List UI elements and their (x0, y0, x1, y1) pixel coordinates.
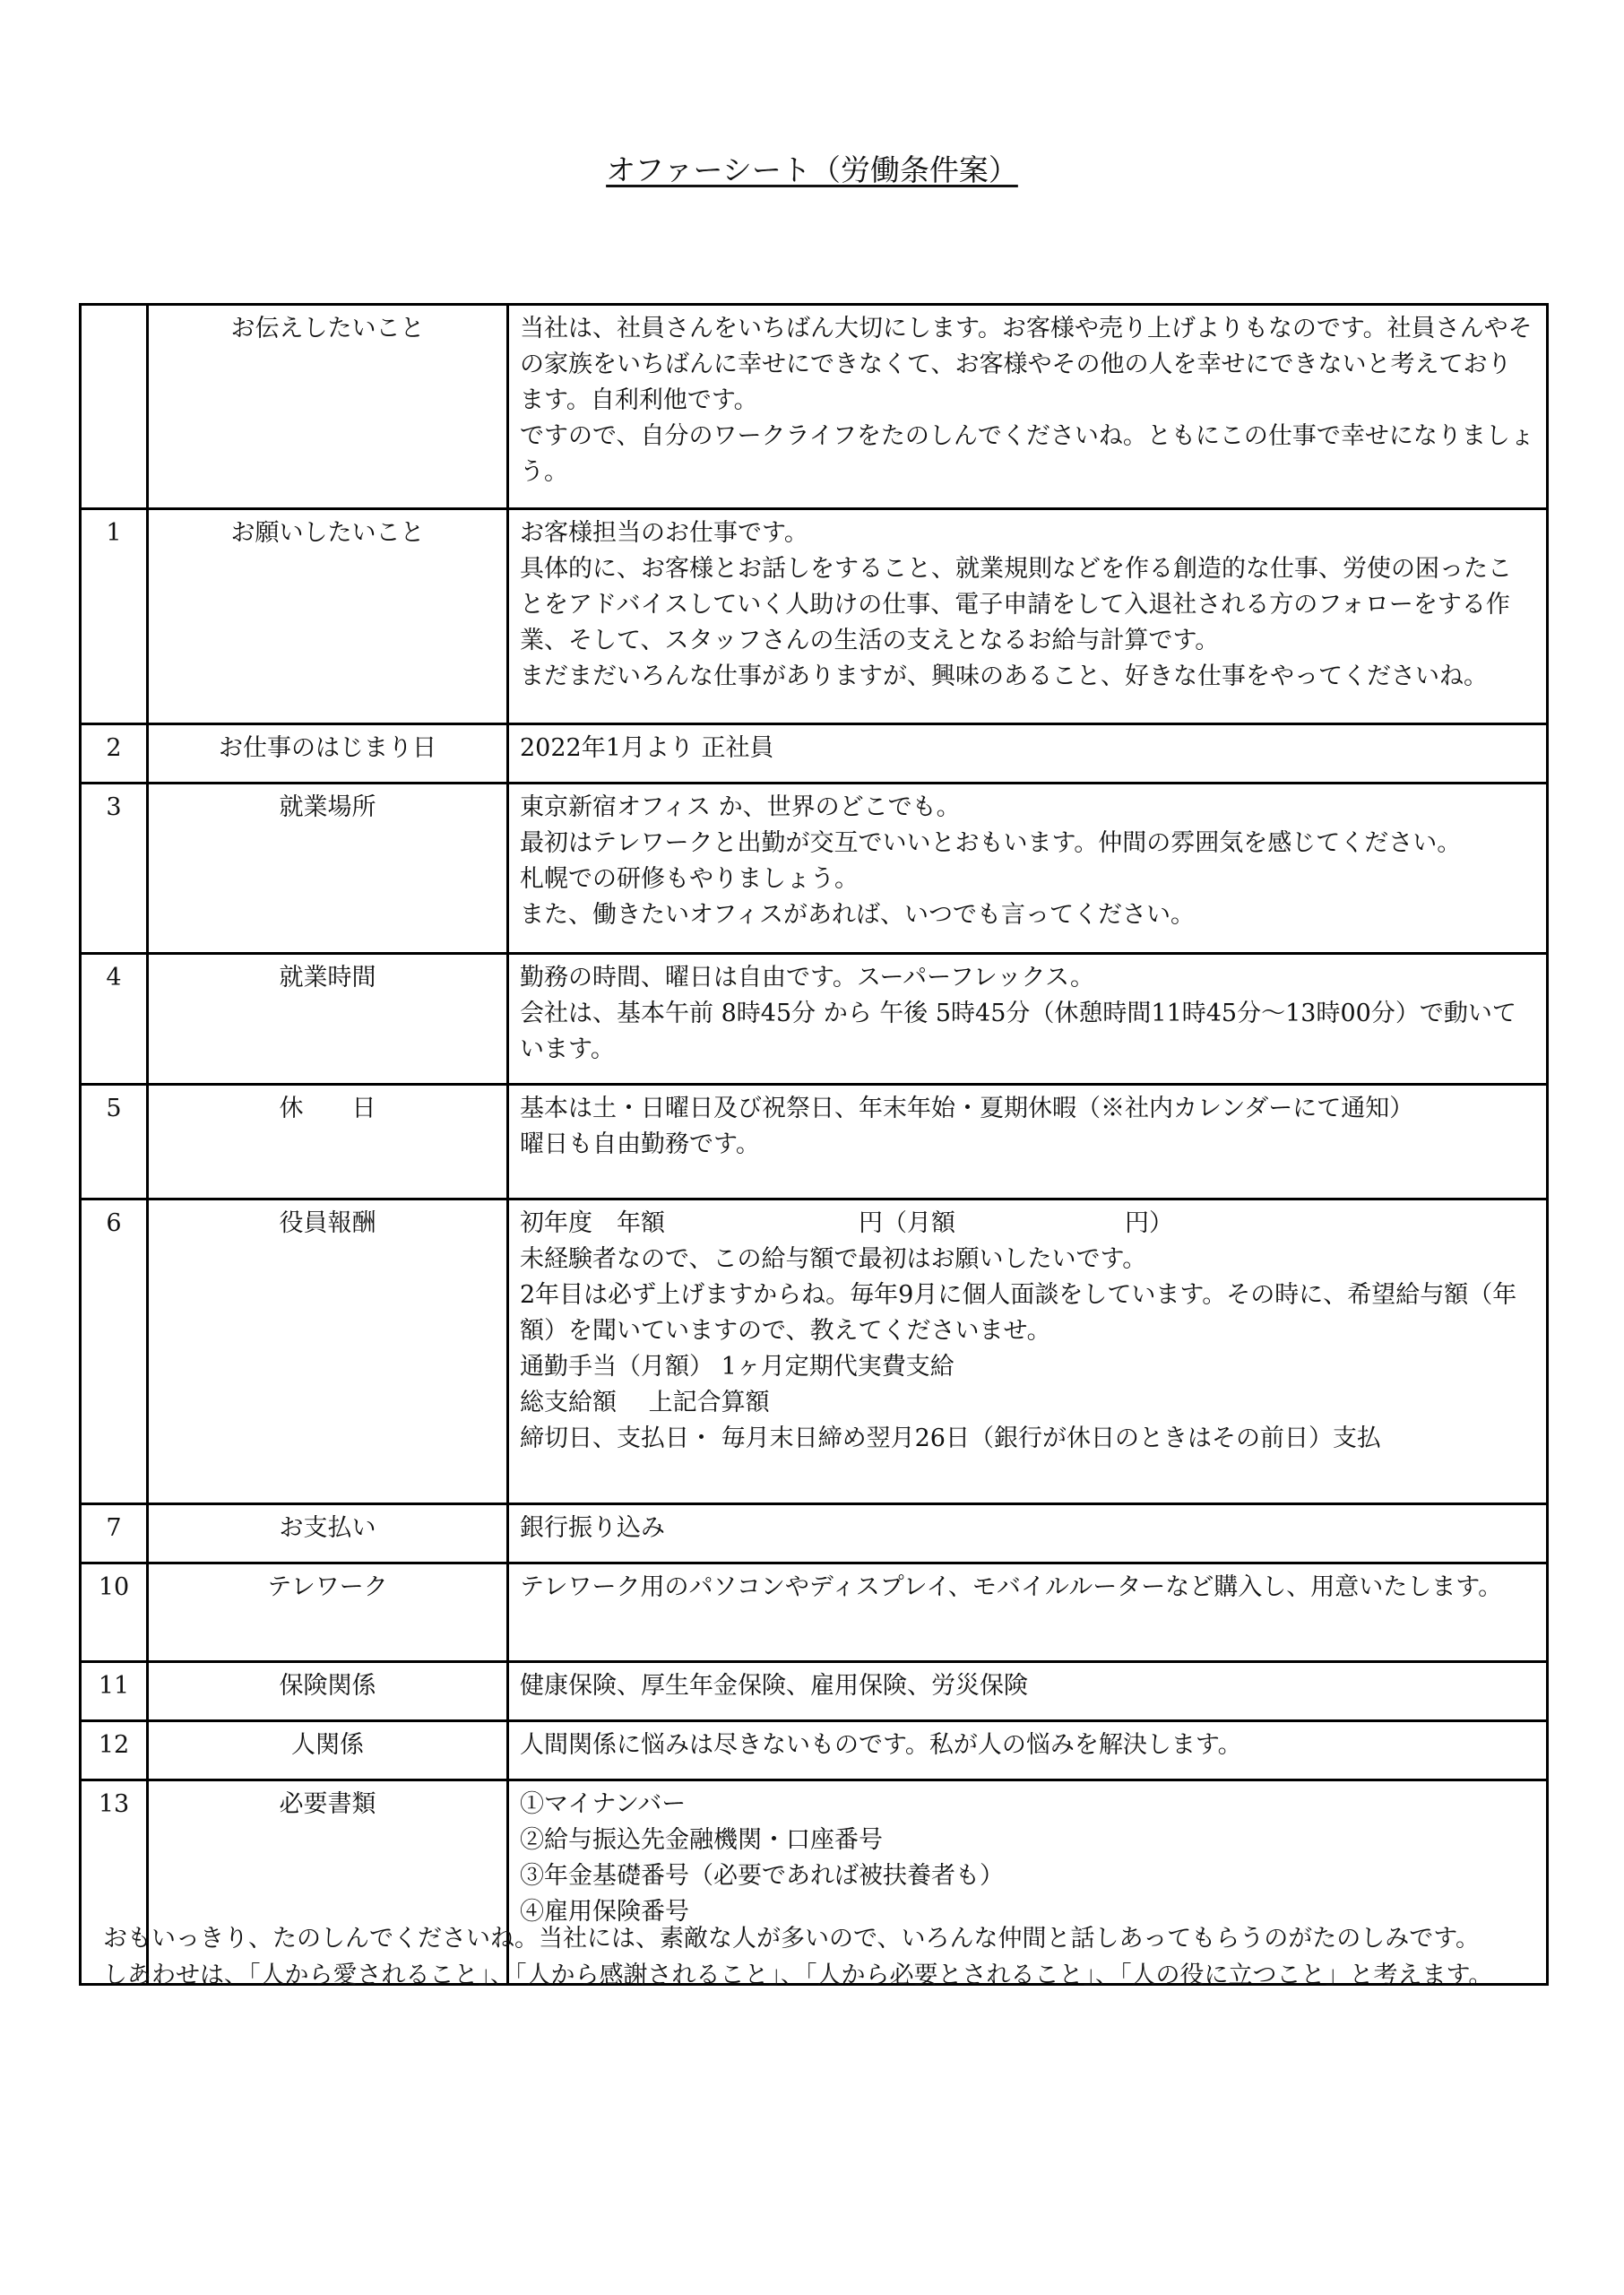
row-number (81, 305, 148, 509)
row-content (508, 1504, 1548, 1563)
content-line: 当社は、社員さんをいちばん大切にします。お客様や売り上げよりもなのです。社員さんやその家族をいちばんに幸せにできなくて、お客様やその他の人を幸せにできないと考えております。自利利他です。 (520, 315, 1533, 414)
content-line: 健康保険、厚生年金保険、雇用保険、労災保険 (520, 1672, 1028, 1700)
document-title (0, 151, 1624, 190)
row-heading: お伝えしたいこと (148, 305, 508, 509)
row-content (508, 509, 1548, 724)
row-heading: 保険関係 (148, 1662, 508, 1721)
row-heading: 人関係 (148, 1721, 508, 1780)
row-heading: 就業場所 (148, 784, 508, 954)
content-line: 具体的に、お客様とお話しをすること、就業規則などを作る創造的な仕事、労使の困ったことをアドバイスしていく人助けの仕事、電子申請をして入退社される方のフォローをする作業、そして、スタッフさんの生活の支えとなるお給与計算です。 (520, 555, 1512, 654)
row-heading: お仕事のはじまり日 (148, 724, 508, 784)
content-line: ①マイナンバー (520, 1790, 687, 1818)
row-number: 12 (81, 1721, 148, 1780)
row-content (508, 1085, 1548, 1199)
table-row (81, 1085, 1548, 1199)
closing-paragraph: しあわせは、「人から愛されること」、「人から感謝されること」、「人から必要とされること」、「人の役に立つこと」と考えます。 (103, 1962, 1493, 1989)
row-content (508, 1563, 1548, 1662)
table-row (81, 1504, 1548, 1563)
content-line: 人間関係に悩みは尽きないものです。私が人の悩みを解決します。 (520, 1731, 1242, 1759)
content-line: 締切日、支払日・ 毎月末日締め翌月26日（銀行が休日のときはその前日）支払 (520, 1425, 1381, 1452)
content-line: テレワーク用のパソコンやディスプレイ、モバイルルーターなど購入し、用意いたします。 (520, 1573, 1503, 1601)
content-line: 勤務の時間、曜日は自由です。スーパーフレックス。 (520, 964, 1094, 992)
content-line: 銀行振り込み (520, 1514, 665, 1542)
content-line: ですので、自分のワークライフをたのしんでくださいね。ともにこの仕事で幸せになりましょう。 (520, 422, 1534, 486)
conditions-table (79, 303, 1549, 1986)
content-line: 最初はテレワークと出勤が交互でいいとおもいます。仲間の雰囲気を感じてください。 (520, 829, 1462, 857)
row-content (508, 954, 1548, 1085)
row-number: 2 (81, 724, 148, 784)
content-line: 通勤手当（月額） 1ヶ月定期代実費支給 (520, 1353, 955, 1381)
row-heading: お支払い (148, 1504, 508, 1563)
row-number: 5 (81, 1085, 148, 1199)
table-row (81, 784, 1548, 954)
row-heading: お願いしたいこと (148, 509, 508, 724)
row-number: 4 (81, 954, 148, 1085)
content-line: ②給与振込先金融機関・口座番号 (520, 1826, 883, 1854)
row-number: 7 (81, 1504, 148, 1563)
content-line: また、働きたいオフィスがあれば、いつでも言ってください。 (520, 901, 1196, 929)
row-number: 6 (81, 1199, 148, 1504)
content-line: 会社は、基本午前 8時45分 から 午後 5時45分（休憩時間11時45分～13時00分）で動いています。 (520, 1000, 1516, 1063)
closing-message (79, 1920, 1549, 1994)
row-heading: 必要書類 (148, 1780, 508, 1985)
content-line: まだまだいろんな仕事がありますが、興味のあること、好きな仕事をやってくださいね。 (520, 663, 1488, 690)
row-content (508, 305, 1548, 509)
content-line: ④雇用保険番号 (520, 1898, 689, 1926)
row-number: 1 (81, 509, 148, 724)
table-row (81, 509, 1548, 724)
table-row (81, 1721, 1548, 1780)
table-row (81, 954, 1548, 1085)
document-title-text: オファーシート（労働条件案） (606, 152, 1018, 187)
row-heading: 就業時間 (148, 954, 508, 1085)
row-content (508, 1721, 1548, 1780)
row-content (508, 784, 1548, 954)
content-line: 曜日も自由勤務です。 (520, 1130, 760, 1158)
closing-paragraph: おもいっきり、たのしんでくださいね。当社には、素敵な人が多いので、いろんな仲間と話しあってもらうのがたのしみです。 (103, 1925, 1481, 1953)
content-line: お客様担当のお仕事です。 (520, 519, 808, 547)
table-row (81, 1199, 1548, 1504)
content-line: 東京新宿オフィス か、世界のどこでも。 (520, 793, 961, 821)
table-row (81, 724, 1548, 784)
table-row (81, 1662, 1548, 1721)
row-number: 3 (81, 784, 148, 954)
content-line: 2022年1月より 正社員 (520, 734, 774, 762)
row-number: 10 (81, 1563, 148, 1662)
content-line: 未経験者なので、この給与額で最初はお願いしたいです。 (520, 1245, 1147, 1273)
table-row (81, 1563, 1548, 1662)
content-line: ③年金基礎番号（必要であれば被扶養者も） (520, 1862, 1004, 1890)
row-number: 13 (81, 1780, 148, 1985)
row-heading: 休 日 (148, 1085, 508, 1199)
row-content (508, 724, 1548, 784)
table-row (81, 305, 1548, 509)
row-heading: 役員報酬 (148, 1199, 508, 1504)
content-line: 基本は土・日曜日及び祝祭日、年末年始・夏期休暇（※社内カレンダーにて通知） (520, 1095, 1414, 1122)
content-line: 総支給額 上記合算額 (520, 1389, 770, 1416)
content-line: 初年度 年額 円（月額 円） (520, 1209, 1173, 1237)
content-line: 2年目は必ず上げますからね。毎年9月に個人面談をしています。その時に、希望給与額（年額）を聞いていますので、教えてくださいませ。 (520, 1281, 1517, 1345)
row-content (508, 1199, 1548, 1504)
row-number: 11 (81, 1662, 148, 1721)
content-line: 札幌での研修もやりましょう。 (520, 865, 859, 893)
row-heading: テレワーク (148, 1563, 508, 1662)
row-content (508, 1662, 1548, 1721)
